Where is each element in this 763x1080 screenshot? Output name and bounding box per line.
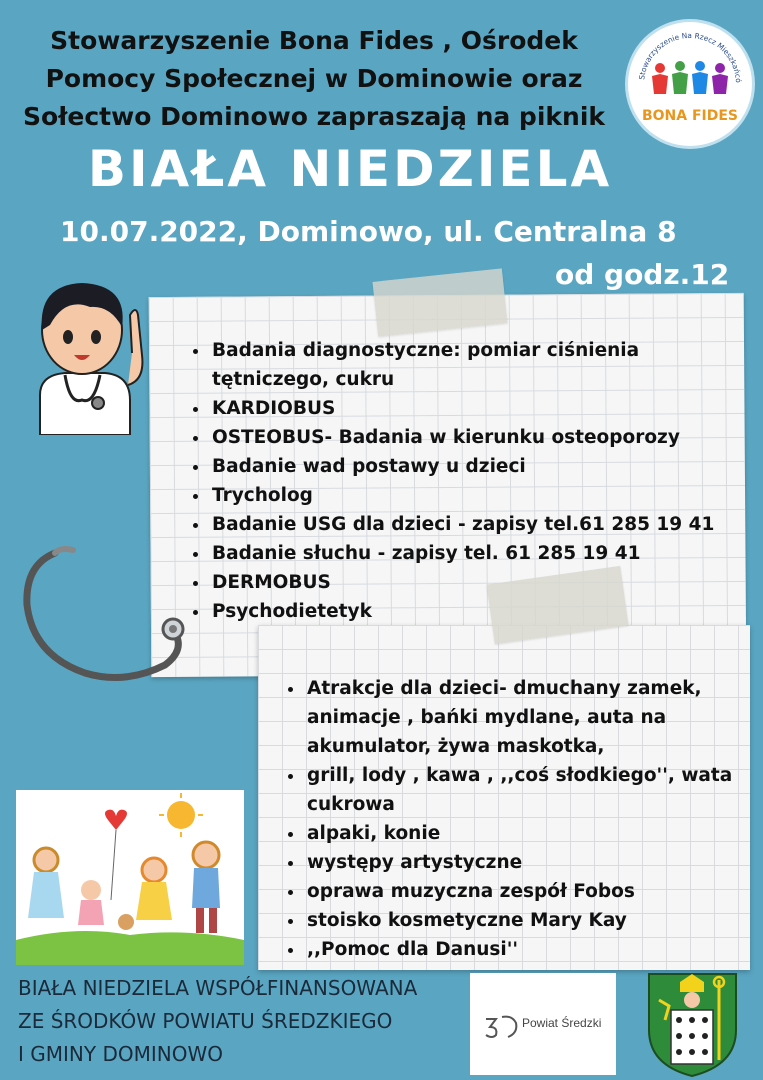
- medical-services-list: [190, 336, 755, 626]
- list-item: • DERMOBUS: [210, 568, 755, 597]
- list-item: • KARDIOBUS: [210, 394, 755, 423]
- list-item: • Badanie słuchu - zapisy tel. 61 285 19 41: [210, 539, 755, 568]
- list-item: • Trycholog: [210, 481, 755, 510]
- powiat-logo-text: Powiat Średzki: [522, 1016, 602, 1030]
- list-item: • alpaki, konie: [305, 819, 760, 848]
- event-title: BIAŁA NIEDZIELA: [87, 140, 613, 198]
- header-line: Sołectwo Dominowo zapraszają na piknik: [22, 102, 606, 131]
- list-item: • Badanie wad postawy u dzieci: [210, 452, 755, 481]
- powiat-logo-mark-icon: [482, 1011, 522, 1041]
- footer-line: ZE ŚRODKÓW POWIATU ŚREDZKIEGO: [18, 1009, 393, 1033]
- list-item: • Atrakcje dla dzieci- dmuchany zamek, animacje , bańki mydlane, auta na akumulator, żywa maskotka,: [305, 674, 760, 761]
- list-item: • grill, lody , kawa , ,,coś słodkiego'', wata cukrowa: [305, 761, 760, 819]
- powiat-sredzki-logo: [470, 973, 616, 1075]
- list-item: • oprawa muzyczna zespół Fobos: [305, 877, 760, 906]
- event-date-location: 10.07.2022, Dominowo, ul. Centralna 8: [60, 215, 677, 248]
- header-line: Stowarzyszenie Bona Fides , Ośrodek: [50, 26, 578, 55]
- logo-name: BONA FIDES: [641, 108, 739, 124]
- attractions-list: [285, 674, 760, 964]
- list-item: • Psychodietetyk: [210, 597, 755, 626]
- list-item: • Badanie USG dla dzieci - zapisy tel.61 285 19 41: [210, 510, 755, 539]
- footer-line: I GMINY DOMINOWO: [18, 1042, 223, 1066]
- list-item: • ,,Pomoc dla Danusi'': [305, 935, 760, 964]
- dominowo-coat-of-arms-icon: [645, 970, 740, 1078]
- list-item: • Badania diagnostyczne: pomiar ciśnienia tętniczego, cukru: [210, 336, 755, 394]
- bona-fides-logo: [628, 22, 752, 146]
- event-header: [14, 22, 614, 136]
- children-drawing: [16, 790, 244, 965]
- header-line: Pomocy Społecznej w Dominowie oraz: [45, 64, 583, 93]
- kids-illustration: [16, 790, 244, 965]
- event-time: od godz.12: [555, 258, 730, 291]
- bona-fides-logo-graphic: [628, 22, 752, 146]
- list-item: • występy artystyczne: [305, 848, 760, 877]
- stethoscope-icon: [15, 545, 190, 695]
- cofinancing-note: [18, 972, 417, 1071]
- list-item: • stoisko kosmetyczne Mary Kay: [305, 906, 760, 935]
- doctor-illustration: [20, 275, 160, 435]
- footer-line: BIAŁA NIEDZIELA WSPÓŁFINANSOWANA: [18, 976, 418, 1000]
- list-item: • OSTEOBUS- Badania w kierunku osteoporozy: [210, 423, 755, 452]
- logo-ring-text: Stowarzyszenie Na Rzecz Mieszkańcó: [637, 30, 744, 84]
